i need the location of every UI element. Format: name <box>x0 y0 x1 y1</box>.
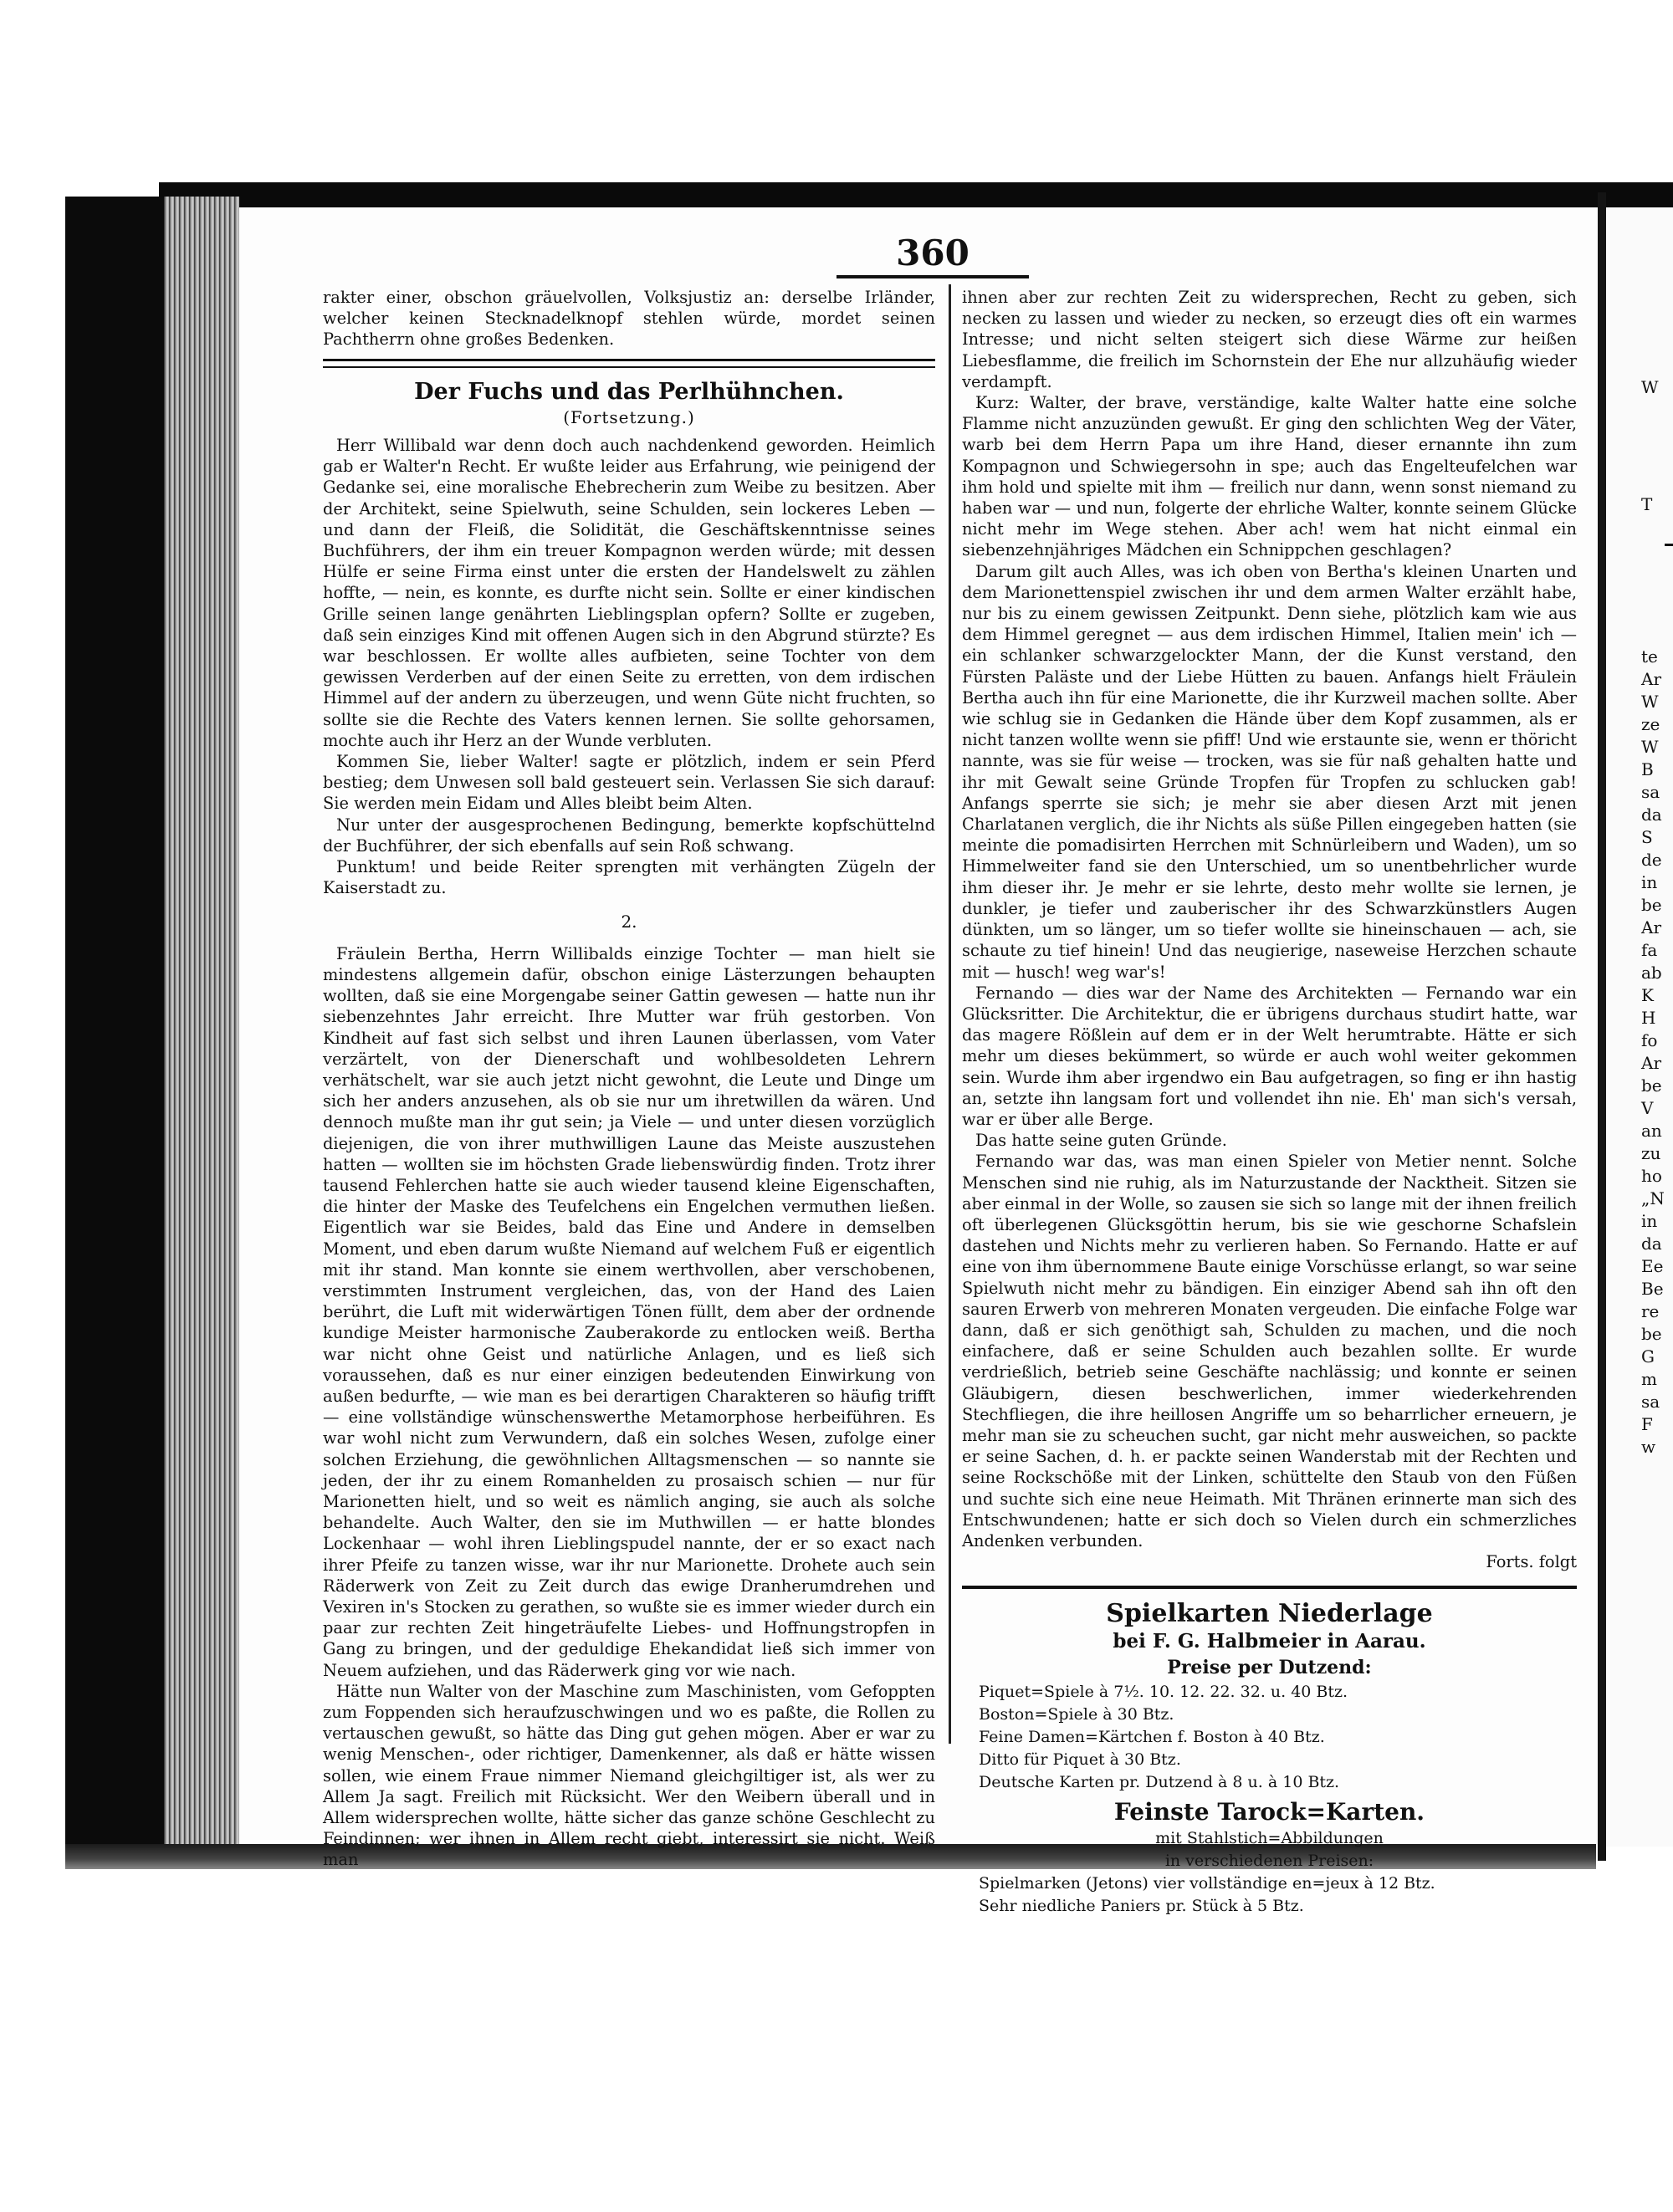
next-page-text-fragment: H <box>1641 1008 1656 1028</box>
story-subtitle: (Fortsetzung.) <box>563 406 695 427</box>
next-page-text-fragment: V <box>1641 1098 1654 1118</box>
next-page-text-fragment: sa <box>1641 1392 1660 1412</box>
continuation-note: Forts. folgt <box>1486 1552 1577 1572</box>
advertisement <box>962 1586 1577 1918</box>
paragraph: Kurz: Walter, der brave, verständige, kalte Walter hatte eine solche Flamme nicht anzuzünden gewußt. Er ging den schlichten Weg der Väter, warb bei dem Herrn Papa um ihre Hand, dieser ernannte ihn zum Kompagnon und Schwiegersohn in spe; auch das Engelteufelchen war ihm hold und spielte mit ihm — freilich nur dann, wenn sonst niemand zu haben war — und nun, folgerte der ehrliche Walter, konnte seinem Glücke nicht mehr im Wege stehen. Aber ach! wem hat nicht einmal ein siebenzehnjähriges Mädchen ein Schnippchen geschlagen? <box>962 393 1577 560</box>
story-title: Der Fuchs und das Perlhühnchen. <box>414 378 844 405</box>
ad-note: in verschiedenen Preisen: <box>1164 1852 1374 1871</box>
paragraph: Punktum! und beide Reiter sprengten mit verhängten Zügeln der Kaiserstadt zu. <box>323 857 935 898</box>
next-page-text-fragment: Ar <box>1641 669 1662 689</box>
next-page-text-fragment: ab <box>1641 963 1662 983</box>
next-page-text-fragment: W <box>1641 737 1659 757</box>
next-page-text-fragment: be <box>1641 1324 1662 1344</box>
next-page-text-fragment: ze <box>1641 714 1660 734</box>
next-page-text-fragment: S <box>1641 827 1653 847</box>
next-page-text-fragment: be <box>1641 1075 1662 1096</box>
next-page-text-fragment: da <box>1641 805 1662 825</box>
next-page-text-fragment: fa <box>1641 940 1658 960</box>
ad-price-heading: Preise per Dutzend: <box>1167 1657 1372 1679</box>
next-page-text-fragment: K <box>1641 985 1654 1005</box>
scan-frame-top <box>159 182 1673 207</box>
next-page-edge <box>1606 207 1673 1847</box>
next-page-text-fragment: W <box>1641 377 1659 397</box>
paragraph: Darum gilt auch Alles, was ich oben von Bertha's kleinen Unarten und dem Marionettenspiel zwischen ihr und dem armen Walter erzählt habe, nur bis zu einem gewissen Zeitpunkt. Denn siehe, plötzlich kam wie aus dem Himmel geregnet — aus dem irdischen Himmel, Italien mein' ich — ein schlanker schwarzgelockter Mann, der die Kunst verstand, den Fürsten Paläste und der Liebe Hütten zu bauen. Anfangs hielt Fräulein Bertha auch ihn für eine Marionette, die ihr Kurzweil machen sollte. Aber wie schlug sie in Gedanken die Hände über dem Kopf zusammen, als er nicht tanzen wollte wenn sie pfiff! Und wie erstaunte sie, wenn er thöricht nannte, was sie für weise — trocken, was sie für naß gehalten hatte und ihr mit Gewalt seine Gründe Tropfen für Tropfen zu schlucken gab! Anfangs sperrte sie sich; je mehr sie aber diesen Arzt mit jenen Charlatanen verglich, die ihr Nichts als süße Pillen eingegeben hatten (sie meinte die pomadisirten Herrchen mit Schnürleibern und Waden), um so Himmelweiter fand sie den Unterschied, um so unentbehrlicher wurde ihm dieser ihr. Je mehr er sie lehrte, desto mehr wollte sie lernen, je dunkler, je tiefer und zauberischer ihr des Schwarzkünstlers Augen dünkten, um so länger, um so tiefer wollte sie hineinschauen — ach, sie schaute zu tief hinein! Und das neugierige, naseweise Herzchen schaute mit — husch! weg war's! <box>962 561 1577 982</box>
next-page-text-fragment: m <box>1641 1369 1657 1389</box>
next-page-text-fragment: „N <box>1641 1188 1665 1208</box>
next-page-text-fragment: zu <box>1641 1143 1661 1163</box>
book-page-edges <box>164 197 239 1861</box>
paragraph: Das hatte seine guten Gründe. <box>975 1131 1227 1151</box>
ad-title: Spielkarten Niederlage <box>1106 1599 1433 1629</box>
paragraph: ihnen aber zur rechten Zeit zu widersprechen, Recht zu geben, sich necken zu lassen und wieder zu necken, so erzeugt dies oft ein warmes Intresse; und nicht selten steigert sich diese Wärme zur heißen Liebesflamme, die freilich im Schornstein der Ehe nur allzuhäufig wieder verdampft. <box>962 288 1577 391</box>
next-page-text-fragment: T <box>1641 494 1653 514</box>
next-page-text-fragment: in <box>1641 1211 1658 1231</box>
ad-title-tarock: Feinste Tarock=Karten. <box>1113 1798 1425 1826</box>
ad-price-line: Sehr niedliche Paniers pr. Stück à 5 Btz. <box>979 1897 1304 1916</box>
right-column <box>962 287 1577 1918</box>
next-page-text-fragment: w <box>1641 1437 1656 1457</box>
paragraph: Fernando — dies war der Name des Architekten — Fernando war ein Glücksritter. Die Architektur, die er übrigens durchaus studirt hatte, war das magere Rößlein auf dem er in der Welt herumtrabte. Hätte er sich mehr um dieses bekümmert, so würde er auch wohl weiter gekommen sein. Wurde ihm aber irgendwo ein Bau aufgetragen, so fing er ihn hastig an, setzte ihn langsam fort und vollendet ihn nie. Eh' man sich's versah, war er über alle Berge. <box>962 983 1577 1129</box>
next-page-text-fragment: F <box>1641 1414 1653 1434</box>
next-page-text-fragment: de <box>1641 850 1662 870</box>
page-gutter <box>1598 192 1606 1861</box>
ad-subtitle: bei F. G. Halbmeier in Aarau. <box>1113 1630 1426 1653</box>
ad-price-line: Spielmarken (Jetons) vier vollständige en=jeux à 12 Btz. <box>979 1874 1435 1893</box>
next-page-text-fragment: Ar <box>1641 1053 1662 1073</box>
column-divider <box>949 284 951 1744</box>
next-page-text-fragment: fo <box>1641 1030 1658 1050</box>
next-page-text-fragment: W <box>1641 692 1659 712</box>
book-spine-shadow <box>65 197 164 1861</box>
paragraph: Fernando war das, was man einen Spieler von Metier nennt. Solche Menschen sind nie ruhig, als im Naturzustande der Nacktheit. Sitzen sie aber einmal in der Wolle, so zausen sie sich so lange mit der ihnen freilich oft überlegenen Glücksgöttin herum, bis sie wie geschorne Schafslein dastehen und Nichts mehr zu verlieren haben. So Fernando. Hatte er auf eine von ihm übernommene Baute einige Vorschüsse erlangt, so war seine Spielwuth nicht mehr zu bändigen. Ein einziger Abend sah ihn oft den sauren Erwerb von mehreren Monaten vergeuden. Die einfache Folge war dann, daß er sich genöthigt sah, Schulden zu machen, und die noch einfachere, daß er seine Schulden auch bezahlen sollte. Er wurde verdrießlich, betrieb seine Geschäfte nachlässig; und konnte er seinen Gläubigern, diesen beschwerlichen, immer wiederkehrenden Stechfliegen, die ihre heillosen Angriffe um so beharrlicher erneuern, je mehr man sie zu scheuchen sucht, gar nicht mehr ausweichen, so packte er seine Sachen, d. h. er packte seinen Wanderstab mit der Rechten und seine Rockschöße mit der Linken, schüttelte den Staub von den Füßen und suchte sich eine neue Heimath. Mit Thränen erinnerte man sich des Entschwundenen; hatte er sich doch so Vielen durch ein schmerzliches Andenken verbunden. <box>962 1152 1577 1550</box>
next-page-text-fragment: an <box>1641 1121 1662 1141</box>
chapter-number: 2. <box>621 912 637 932</box>
paragraph: Kommen Sie, lieber Walter! sagte er plötzlich, indem er sein Pferd bestieg; dem Unwesen soll bald gesteuert sein. Verlassen Sie sich darauf: Sie werden mein Eidam und Alles bleibt beim Alten. <box>323 752 935 814</box>
next-page-text-fragment: Be <box>1641 1279 1664 1299</box>
page-number: 360 <box>836 232 1029 278</box>
carryover-paragraph: rakter einer, obschon gräuelvollen, Volksjustiz an: derselbe Irländer, welcher keinen Stecknadelknopf stehlen würde, mordet seinen Pachtherrn ohne großes Bedenken. <box>323 288 935 350</box>
next-page-text-fragment: re <box>1641 1301 1660 1321</box>
next-page-text-fragment: Ee <box>1641 1256 1664 1276</box>
ad-price-line: Feine Damen=Kärtchen f. Boston à 40 Btz. <box>979 1728 1325 1747</box>
ad-price-line: Boston=Spiele à 30 Btz. <box>979 1705 1174 1724</box>
next-page-text-fragment: in <box>1641 872 1658 892</box>
next-page-text-fragment: ho <box>1641 1166 1662 1186</box>
ad-price-line: Ditto für Piquet à 30 Btz. <box>979 1750 1181 1770</box>
next-page-text-fragment: sa <box>1641 782 1660 802</box>
next-page-text-fragment: Ar <box>1641 917 1662 937</box>
left-column <box>323 287 935 1871</box>
next-page-text-fragment: da <box>1641 1234 1662 1254</box>
ad-subtitle-tarock: mit Stahlstich=Abbildungen <box>1155 1829 1384 1848</box>
paragraph: Nur unter der ausgesprochenen Bedingung, bemerkte kopfschüttelnd der Buchführer, der sich ebenfalls auf sein Roß schwang. <box>323 815 935 856</box>
section-rule <box>323 359 935 368</box>
next-page-text-fragment: be <box>1641 895 1662 915</box>
ad-price-line: Deutsche Karten pr. Dutzend à 8 u. à 10 Btz. <box>979 1773 1340 1792</box>
next-page-text-fragment: B <box>1641 759 1654 779</box>
next-page-text-fragment: G <box>1641 1346 1655 1367</box>
ad-price-line: Piquet=Spiele à 7½. 10. 12. 22. 32. u. 40 Btz. <box>979 1683 1348 1702</box>
paragraph: Hätte nun Walter von der Maschine zum Maschinisten, vom Gefoppten zum Foppenden sich heraufzuschwingen und wo es paßte, die Rollen zu vertauschen gewußt, so hätte das Ding gut gehen mögen. Aber er war zu wenig Menschen-, oder richtiger, Damenkenner, als daß er hätte wissen sollen, wie einem Fraue nimmer Niemand gleichgiltiger ist, als wer zu Allem Ja sagt. Freilich mit Rücksicht. Wer den Weibern überall und in Allem widersprechen wollte, hätte sicher das ganze schöne Geschlecht zu Feindinnen; wer ihnen in Allem recht giebt, interessirt sie nicht. Weiß man <box>323 1681 935 1870</box>
next-page-rule <box>1665 544 1673 546</box>
next-page-text-fragment: te <box>1641 646 1658 667</box>
paragraph: Fräulein Bertha, Herrn Willibalds einzige Tochter — man hielt sie mindestens allgemein dafür, obschon einige Lästerzungen behaupten wollten, daß sie eine Morgengabe seiner Gattin gewesen — hatte nun ihr siebenzehntes Jahr erreicht. Ihre Mutter war früh gestorben. Von Kindheit auf fast sich selbst und ihren Launen überlassen, vom Vater verzärtelt, von der Dienerschaft und wohlbesoldeten Lehrern verhätschelt, war sie auch jetzt nicht gewohnt, die Leute und Dinge um sich her anders anzusehen, als ob sie nur um ihretwillen da wären. Und dennoch mußte man ihr gut sein; ja Viele — und unter diesen vorzüglich diejenigen, die von ihrer muthwilligen Laune das Meiste auszustehen hatten — wollten sie im höchsten Grade liebenswürdig finden. Trotz ihrer tausend Fehlerchen hatte sie auch wieder tausend kleine Eigenschaften, die hinter der Maske des Teufelchens ein Engelchen vermuthen ließen. Eigentlich war sie Beides, bald das Eine und Andere in demselben Moment, und eben darum wußte Niemand auf welchem Fuß er eigentlich mit ihr stand. Man konnte sie einem werthvollen, aber verschobenen, verstimmten Instrument vergleichen, das, von der Hand des Laien berührt, die Luft mit widerwärtigen Tönen füllt, dem aber der ordnende kundige Meister harmonische Zauberakorde zu entlocken weiß. Bertha war nicht ohne Geist und natürliche Anlagen, und es ließ sich voraussehen, daß es nur einer einzigen bedeutenden Einwirkung von außen bedurfte, — wie man es bei derartigen Charakteren so häufig trifft — eine vollständige wünschenswerthe Metamorphose herbeiführen. Es war wohl nicht zum Verwundern, daß ein solches Wesen, zufolge einer solchen Erziehung, die gewöhnlichen Alltagsmenschen — so nannte sie jeden, der ihr zu einem Romanhelden zu prosaisch schien — nur für Marionetten hielt, und so weit es nämlich anging, sie auch als solche behandelte. Auch Walter, den sie im Muthwillen — er hatte blondes Lockenhaar — wohl ihren Lieblingspudel nannte, der er so exact nach ihrer Pfeife zu tanzen wisse, war ihr nur Marionette. Drohete auch sein Räderwerk von Zeit zu Zeit durch das ewige Dranherumdrehen und Vexiren in's Stocken zu gerathen, so wußte sie es immer wieder durch ein paar zur rechten Zeit hingeträufelte Liebes- und Hoffnungstropfen in Gang zu bringen, und der geduldige Ehekandidat ließ sich immer von Neuem aufziehen, und das Räderwerk ging vor wie nach. <box>323 943 935 1680</box>
paragraph: Herr Willibald war denn doch auch nachdenkend geworden. Heimlich gab er Walter'n Recht. Er wußte leider aus Erfahrung, wie peinigend der Gedanke sei, eine moralische Ehebrecherin zum Weibe zu besitzen. Aber der Architekt, seine Spielwuth, seine Schulden, sein lockeres Leben — und dann der Fleiß, die Solidität, die Geschäftskenntnisse seines Buchführers, der ihm ein treuer Kompagnon werden würde; mit dessen Hülfe er seine Firma einst unter die ersten der Handelswelt zu zählen hoffte, — nein, es konnte, es durfte nicht sein. Sollte er einer kindischen Grille seinen lange genährten Lieblingsplan opfern? Sollte er zugeben, daß sein einziges Kind mit offenen Augen sich in den Abgrund stürzte? Es war beschlossen. Er wollte alles aufbieten, seine Tochter von dem gewissen Verderben auf der einen Seite zu erretten, von dem irdischen Himmel auf der andern zu überzeugen, und wenn Güte nicht fruchten, so sollte sie die Rechte des Vaters kennen lernen. Sie sollte gehorsamen, mochte auch ihr Herz an der Wunde verbluten. <box>323 436 935 750</box>
